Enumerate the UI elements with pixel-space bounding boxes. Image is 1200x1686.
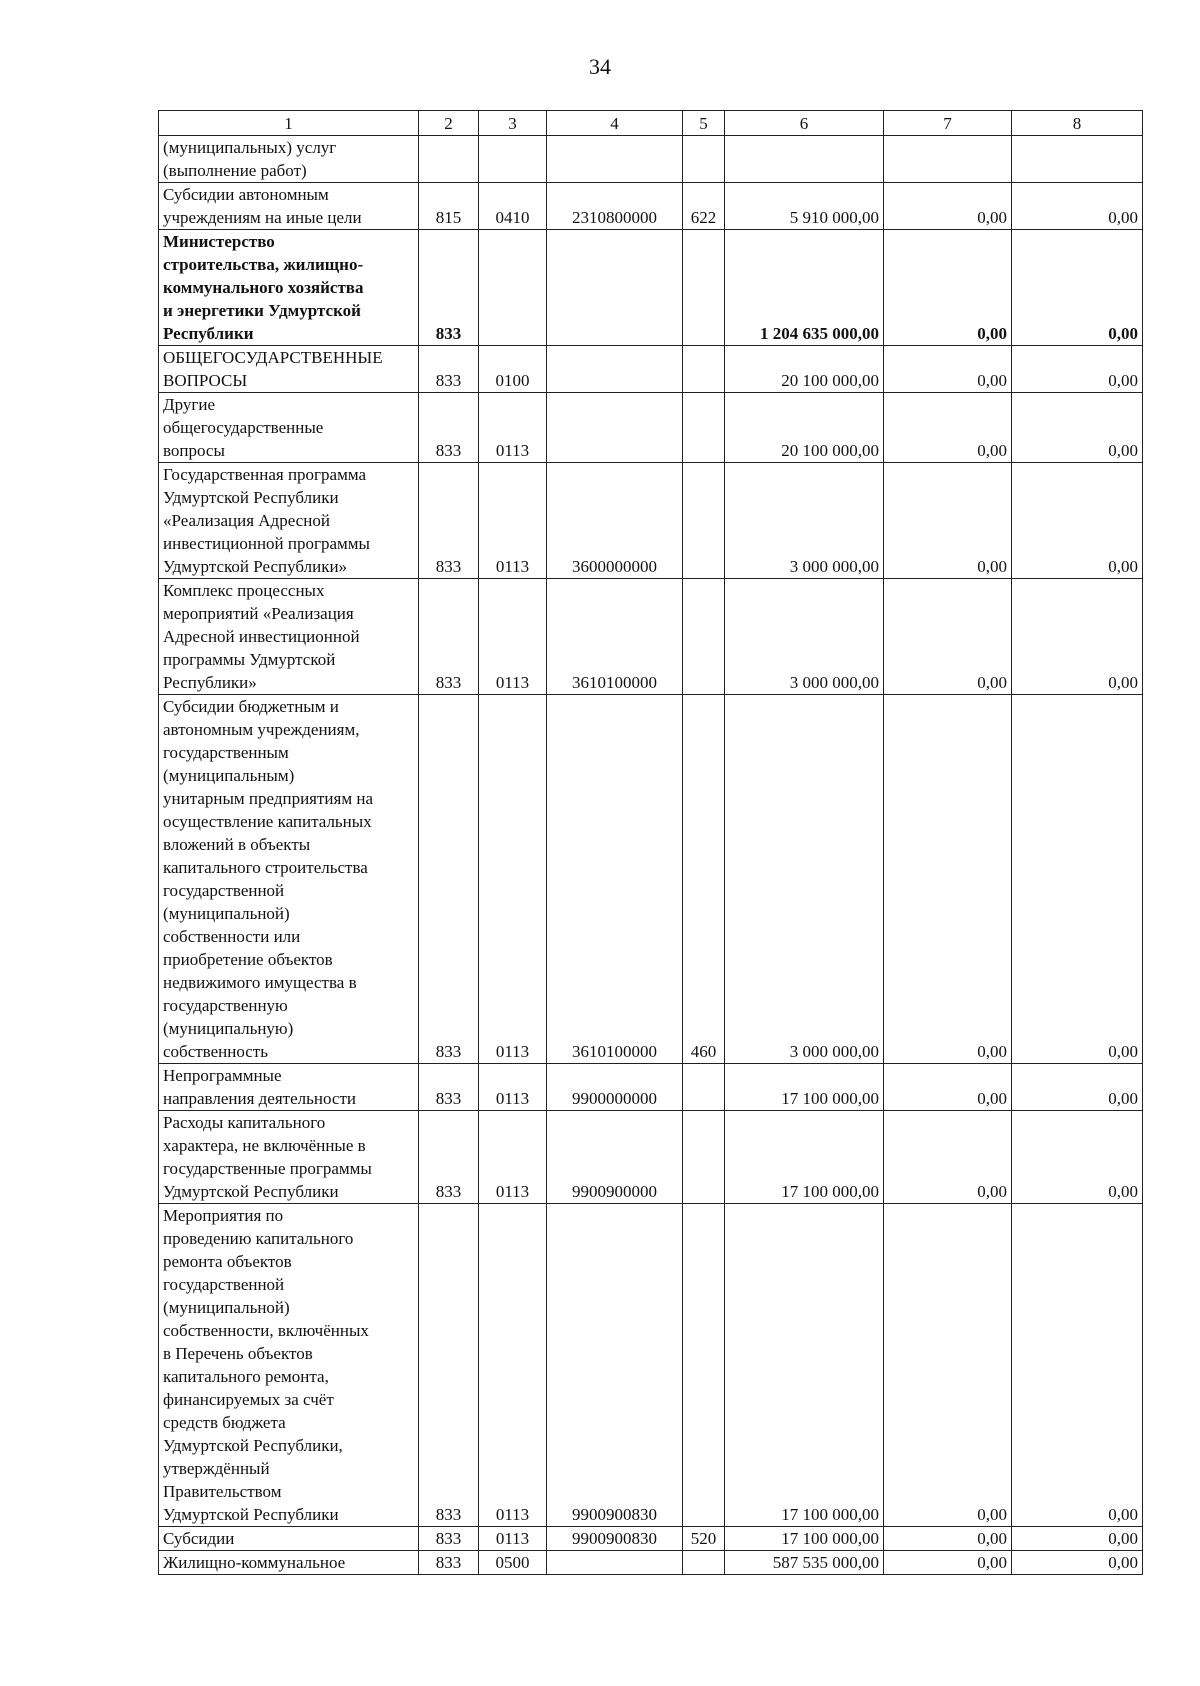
amount-col8-cell: 0,00: [1012, 1111, 1143, 1204]
target-article-cell: [547, 1551, 683, 1575]
expense-type-cell: [683, 393, 725, 463]
target-article-cell: 9900900830: [547, 1204, 683, 1527]
target-article-cell: 3610100000: [547, 695, 683, 1064]
amount-col6-cell: 20 100 000,00: [725, 393, 884, 463]
section-code-cell: 0113: [479, 1111, 547, 1204]
row-name-cell: Субсидии автономным учреждениям на иные цели: [159, 183, 419, 230]
column-header: 3: [479, 111, 547, 136]
amount-col7-cell: [884, 136, 1012, 183]
amount-col8-cell: 0,00: [1012, 183, 1143, 230]
table-row: [159, 463, 1143, 579]
row-name-cell: Государственная программа Удмуртской Республики «Реализация Адресной инвестиционной программы Удмуртской Республики»: [159, 463, 419, 579]
expense-type-cell: 622: [683, 183, 725, 230]
section-code-cell: 0113: [479, 1527, 547, 1551]
expense-type-cell: 520: [683, 1527, 725, 1551]
table-row: [159, 1551, 1143, 1575]
ved-code-cell: 833: [419, 346, 479, 393]
section-code-cell: 0113: [479, 393, 547, 463]
table-row: [159, 136, 1143, 183]
row-name-cell: Жилищно-коммунальное: [159, 1551, 419, 1575]
table-row: [159, 230, 1143, 346]
expense-type-cell: [683, 136, 725, 183]
amount-col6-cell: 5 910 000,00: [725, 183, 884, 230]
amount-col6-cell: 1 204 635 000,00: [725, 230, 884, 346]
table-row: [159, 695, 1143, 1064]
section-code-cell: 0410: [479, 183, 547, 230]
table-row: [159, 1064, 1143, 1111]
section-code-cell: 0500: [479, 1551, 547, 1575]
ved-code-cell: 833: [419, 393, 479, 463]
expense-type-cell: [683, 346, 725, 393]
amount-col7-cell: 0,00: [884, 1111, 1012, 1204]
expense-type-cell: [683, 1111, 725, 1204]
amount-col8-cell: 0,00: [1012, 695, 1143, 1064]
ved-code-cell: 833: [419, 695, 479, 1064]
ved-code-cell: 833: [419, 230, 479, 346]
amount-col7-cell: 0,00: [884, 695, 1012, 1064]
section-code-cell: [479, 230, 547, 346]
column-header: 8: [1012, 111, 1143, 136]
table-row: [159, 1527, 1143, 1551]
expense-type-cell: [683, 579, 725, 695]
section-code-cell: 0113: [479, 1204, 547, 1527]
expense-type-cell: [683, 1064, 725, 1111]
ved-code-cell: 833: [419, 1551, 479, 1575]
amount-col8-cell: 0,00: [1012, 463, 1143, 579]
section-code-cell: 0113: [479, 695, 547, 1064]
ved-code-cell: [419, 136, 479, 183]
amount-col7-cell: 0,00: [884, 579, 1012, 695]
amount-col8-cell: 0,00: [1012, 1551, 1143, 1575]
column-header: 5: [683, 111, 725, 136]
amount-col7-cell: 0,00: [884, 1204, 1012, 1527]
row-name-cell: Субсидии бюджетным и автономным учреждениям, государственным (муниципальным) унитарным предприятиям на осуществление капитальных вложений в объекты капитального строительства государственной (муниципальной) собственности или приобретение объектов недвижимого имущества в государственную (муниципальную) собственность: [159, 695, 419, 1064]
section-code-cell: [479, 136, 547, 183]
row-name-cell: Другие общегосударственные вопросы: [159, 393, 419, 463]
target-article-cell: [547, 346, 683, 393]
ved-code-cell: 815: [419, 183, 479, 230]
table-row: [159, 346, 1143, 393]
amount-col6-cell: 17 100 000,00: [725, 1111, 884, 1204]
amount-col6-cell: 3 000 000,00: [725, 463, 884, 579]
amount-col7-cell: 0,00: [884, 1551, 1012, 1575]
row-name-cell: Комплекс процессных мероприятий «Реализация Адресной инвестиционной программы Удмуртской Республики»: [159, 579, 419, 695]
amount-col8-cell: 0,00: [1012, 230, 1143, 346]
amount-col7-cell: 0,00: [884, 183, 1012, 230]
expense-type-cell: [683, 1204, 725, 1527]
table-row: [159, 579, 1143, 695]
column-header: 1: [159, 111, 419, 136]
amount-col7-cell: 0,00: [884, 1064, 1012, 1111]
header-row: [159, 111, 1143, 136]
amount-col8-cell: [1012, 136, 1143, 183]
amount-col6-cell: 17 100 000,00: [725, 1527, 884, 1551]
target-article-cell: 3600000000: [547, 463, 683, 579]
row-name-cell: Министерство строительства, жилищно- коммунального хозяйства и энергетики Удмуртской Республики: [159, 230, 419, 346]
column-header: 4: [547, 111, 683, 136]
amount-col6-cell: 20 100 000,00: [725, 346, 884, 393]
amount-col6-cell: 3 000 000,00: [725, 579, 884, 695]
row-name-cell: Расходы капитального характера, не включённые в государственные программы Удмуртской Республики: [159, 1111, 419, 1204]
amount-col8-cell: 0,00: [1012, 1064, 1143, 1111]
target-article-cell: [547, 230, 683, 346]
target-article-cell: 9900900000: [547, 1111, 683, 1204]
expense-type-cell: [683, 230, 725, 346]
target-article-cell: 3610100000: [547, 579, 683, 695]
row-name-cell: Непрограммные направления деятельности: [159, 1064, 419, 1111]
target-article-cell: [547, 393, 683, 463]
table-row: [159, 393, 1143, 463]
amount-col8-cell: 0,00: [1012, 346, 1143, 393]
ved-code-cell: 833: [419, 463, 479, 579]
column-header: 6: [725, 111, 884, 136]
target-article-cell: 2310800000: [547, 183, 683, 230]
row-name-cell: Субсидии: [159, 1527, 419, 1551]
target-article-cell: 9900900830: [547, 1527, 683, 1551]
budget-table: [158, 110, 1143, 1575]
amount-col6-cell: 17 100 000,00: [725, 1204, 884, 1527]
row-name-cell: (муниципальных) услуг (выполнение работ): [159, 136, 419, 183]
ved-code-cell: 833: [419, 1204, 479, 1527]
column-header: 2: [419, 111, 479, 136]
page-number: 34: [589, 54, 611, 79]
target-article-cell: [547, 136, 683, 183]
table-row: [159, 1204, 1143, 1527]
amount-col6-cell: 17 100 000,00: [725, 1064, 884, 1111]
amount-col7-cell: 0,00: [884, 463, 1012, 579]
section-code-cell: 0113: [479, 463, 547, 579]
amount-col6-cell: 587 535 000,00: [725, 1551, 884, 1575]
expense-type-cell: [683, 463, 725, 579]
target-article-cell: 9900000000: [547, 1064, 683, 1111]
section-code-cell: 0100: [479, 346, 547, 393]
table-row: [159, 183, 1143, 230]
amount-col8-cell: 0,00: [1012, 393, 1143, 463]
expense-type-cell: [683, 1551, 725, 1575]
amount-col7-cell: 0,00: [884, 1527, 1012, 1551]
amount-col8-cell: 0,00: [1012, 1527, 1143, 1551]
amount-col7-cell: 0,00: [884, 393, 1012, 463]
amount-col6-cell: 3 000 000,00: [725, 695, 884, 1064]
section-code-cell: 0113: [479, 1064, 547, 1111]
ved-code-cell: 833: [419, 1111, 479, 1204]
row-name-cell: ОБЩЕГОСУДАРСТВЕННЫЕ ВОПРОСЫ: [159, 346, 419, 393]
amount-col6-cell: [725, 136, 884, 183]
amount-col8-cell: 0,00: [1012, 579, 1143, 695]
section-code-cell: 0113: [479, 579, 547, 695]
ved-code-cell: 833: [419, 1064, 479, 1111]
amount-col8-cell: 0,00: [1012, 1204, 1143, 1527]
ved-code-cell: 833: [419, 579, 479, 695]
amount-col7-cell: 0,00: [884, 230, 1012, 346]
budget-table-body: [159, 136, 1143, 1575]
expense-type-cell: 460: [683, 695, 725, 1064]
row-name-cell: Мероприятия по проведению капитального ремонта объектов государственной (муниципальной) собственности, включённых в Перечень объектов капитального ремонта, финансируемых за счёт средств бюджета Удмуртской Республики, утверждённый Правительством Удмуртской Республики: [159, 1204, 419, 1527]
ved-code-cell: 833: [419, 1527, 479, 1551]
column-header: 7: [884, 111, 1012, 136]
amount-col7-cell: 0,00: [884, 346, 1012, 393]
table-row: [159, 1111, 1143, 1204]
